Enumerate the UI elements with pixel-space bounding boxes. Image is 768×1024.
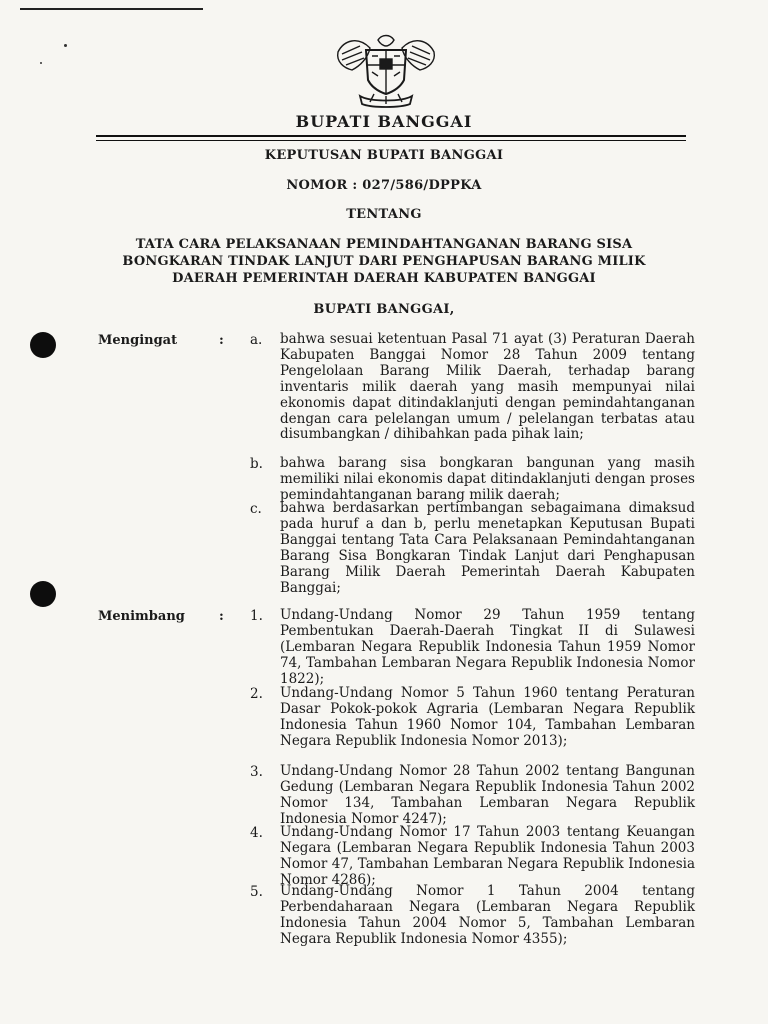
list-item-marker: a.: [250, 332, 263, 348]
list-item-text: Undang-Undang Nomor 1 Tahun 2004 tentang Perbendaharaan Negara (Lembaran Negara Republik Indonesia Tahun 2004 Nomor 5, Tambahan Lembaran Negara Republik Indonesia Nomor 4355);: [280, 883, 695, 947]
decree-title: KEPUTUSAN BUPATI BANGGAI: [264, 148, 504, 163]
list-item-marker: 4.: [250, 825, 263, 841]
decree-subject-line: BONGKARAN TINDAK LANJUT DARI PENGHAPUSAN BARANG MILIK: [122, 254, 646, 269]
section-label-mengingat: Mengingat: [98, 333, 178, 348]
list-item-text: bahwa sesuai ketentuan Pasal 71 ayat (3) Peraturan Daerah Kabupaten Banggai Nomor 28 Tahun 2009 tentang Pengelolaan Barang Milik Daerah, terhadap barang inventaris milik daerah yang masih mempunyai nilai ekonomis dapat ditindaklanjuti dengan pemindahtanganan dengan cara pelelangan umum / pelelangan terbatas atau disumbangkan / dihibahkan pada pihak lain;: [280, 331, 695, 443]
letterhead-rule-thin: [96, 140, 686, 141]
list-item-text: Undang-Undang Nomor 5 Tahun 1960 tentang Peraturan Dasar Pokok-pokok Agraria (Lembaran Negara Republik Indonesia Tahun 1960 Nomor 104, Tambahan Lembaran Negara Republik Indonesia Nomor 2013);: [280, 685, 695, 749]
list-item-text: Undang-Undang Nomor 17 Tahun 2003 tentang Keuangan Negara (Lembaran Negara Republik Indonesia Tahun 2003 Nomor 47, Tambahan Lembaran Negara Republik Indonesia Nomor 4286);: [280, 824, 695, 888]
punch-hole: [30, 581, 56, 607]
list-item-marker: 5.: [250, 884, 263, 900]
punch-hole: [30, 332, 56, 358]
scan-speck: [40, 62, 42, 64]
section-label-menimbang: Menimbang: [98, 609, 185, 624]
top-left-rule: [20, 8, 203, 10]
letterhead-title: BUPATI BANGGAI: [295, 112, 473, 131]
list-item-marker: 2.: [250, 686, 263, 702]
scan-speck: [64, 44, 67, 47]
decree-subject-line: TATA CARA PELAKSANAAN PEMINDAHTANGANAN BARANG SISA: [135, 237, 633, 252]
list-item-marker: c.: [250, 501, 262, 517]
section-colon: :: [219, 609, 224, 624]
garuda-emblem: [330, 32, 442, 112]
list-item-text: Undang-Undang Nomor 28 Tahun 2002 tentang Bangunan Gedung (Lembaran Negara Republik Indonesia Tahun 2002 Nomor 134, Tambahan Lembaran Negara Republik Indonesia Nomor 4247);: [280, 763, 695, 827]
list-item-text: Undang-Undang Nomor 29 Tahun 1959 tentang Pembentukan Daerah-Daerah Tingkat II di Sulawesi (Lembaran Negara Republik Indonesia Tahun 1959 Nomor 74, Tambahan Lembaran Negara Republik Indonesia Nomor 1822);: [280, 607, 695, 687]
list-item-marker: 1.: [250, 608, 263, 624]
list-item-text: bahwa barang sisa bongkaran bangunan yang masih memiliki nilai ekonomis dapat ditindaklanjuti dengan proses pemindahtanganan barang milik daerah;: [280, 455, 695, 503]
letterhead-rule: [96, 135, 686, 137]
list-item-text: bahwa berdasarkan pertimbangan sebagaimana dimaksud pada huruf a dan b, perlu menetapkan Keputusan Bupati Banggai tentang Tata Cara Pelaksanaan Pemindahtanganan Barang Sisa Bongkaran Tindak Lanjut dari Penghapusan Barang Milik Daerah Pemerintah Daerah Kabupaten Banggai;: [280, 500, 695, 596]
list-item-marker: b.: [250, 456, 263, 472]
decree-about: TENTANG: [346, 207, 422, 222]
list-item-marker: 3.: [250, 764, 263, 780]
decree-number: NOMOR : 027/586/DPPKA: [286, 178, 482, 193]
section-colon: :: [219, 333, 224, 348]
decree-subject-line: DAERAH PEMERINTAH DAERAH KABUPATEN BANGGAI: [172, 271, 596, 286]
decree-issuer: BUPATI BANGGAI,: [313, 302, 455, 317]
